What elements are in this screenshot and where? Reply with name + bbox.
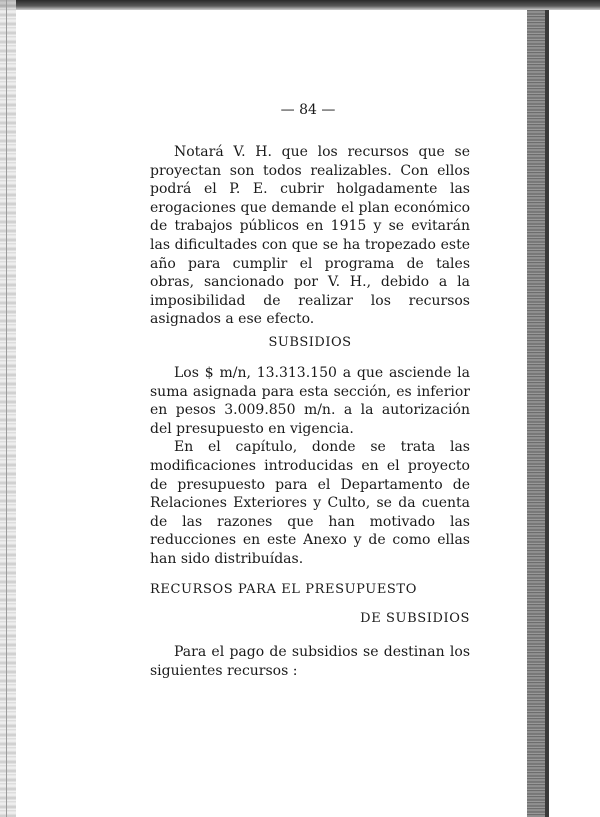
paragraph: Notará V. H. que los recursos que se proyectan son todos realizables. Con ellos podrá el P. E. cubrir holgadamente las erogaciones que demande el plan económico de trabajos públicos en 1915 y se evitarán las dificultades con que se ha tropezado este año para cumplir el programa de tales obras, sancionado por V. H., debido a la imposibilidad de realizar los recursos asignados a ese efecto. [150, 144, 470, 328]
section-heading-recursos: RECURSOS PARA EL PRESUPUESTO [150, 582, 417, 597]
paragraph: En el capítulo, donde se trata las modificaciones introducidas en el proyecto de presupuesto para el Departamento de Relaciones Exteriores y Culto, se da cuenta de las razones que han motivado las reducciones en este Anexo y de como ellas han sido distribuídas. [150, 439, 470, 567]
scan-left-margin [0, 0, 16, 817]
paragraph: Los $ m/n, 13.313.150 a que asciende la suma asignada para esta sección, es inferior en pesos 3.009.850 m/n. a la autorización del presupuesto en vigencia. [150, 365, 470, 437]
subsidios-text-block [150, 364, 470, 569]
section-heading-subsidios: SUBSIDIOS [268, 335, 352, 350]
paragraph: Para el pago de subsidios se destinan los siguientes recursos : [150, 644, 470, 679]
scan-left-line [6, 0, 7, 817]
scan-top-border [0, 0, 600, 10]
recursos-text-block [150, 643, 470, 680]
intro-text-block [150, 143, 470, 329]
scan-right-binding [527, 10, 545, 817]
scan-right-edge [545, 10, 549, 817]
page-number: — 84 — [280, 102, 336, 118]
section-heading-recursos-line2: DE SUBSIDIOS [360, 611, 470, 626]
